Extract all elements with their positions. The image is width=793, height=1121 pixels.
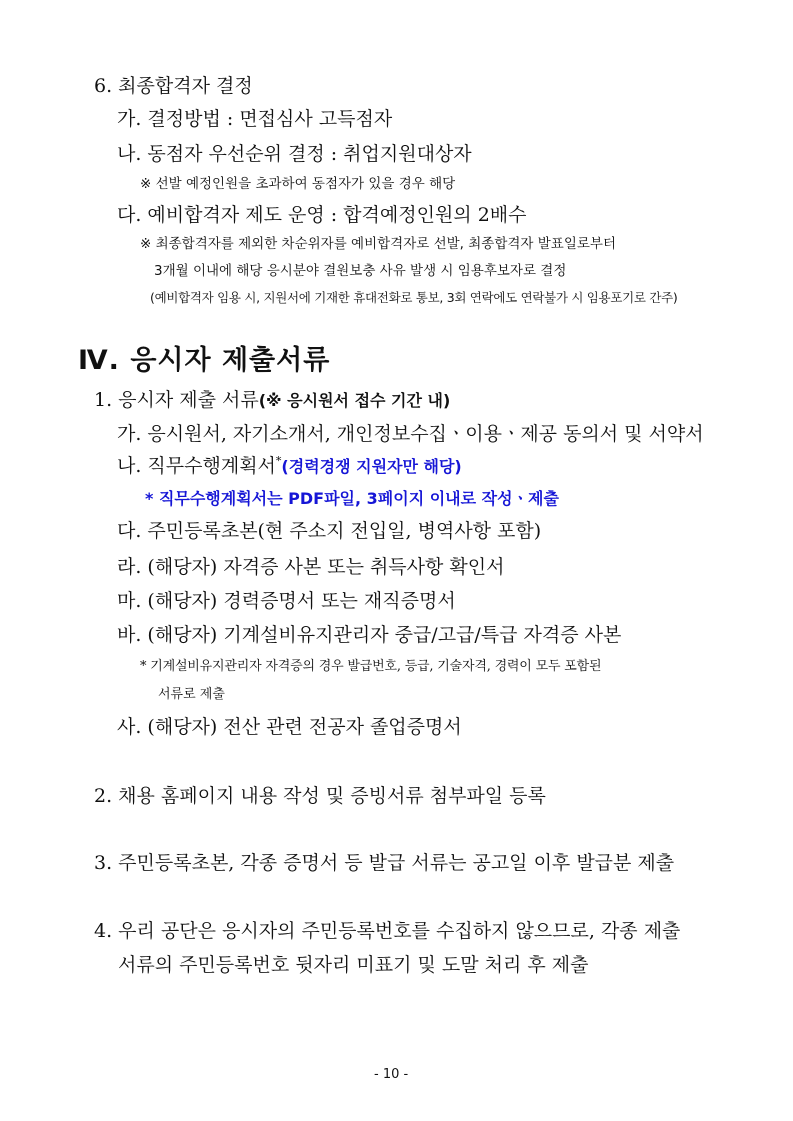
section4-item4-line1: 4. 우리 공단은 응시자의 주민등록번호를 수집하지 않으므로, 각종 제출 (94, 920, 681, 942)
section6-note-da-line3: (예비합격자 임용 시, 지원서에 기재한 휴대전화로 통보, 3회 연락에도 연락불가 시 임용포기로 간주) (150, 290, 678, 305)
section4-item-na-eligibility-note: (경력경쟁 지원자만 해당) (281, 457, 462, 476)
section6-item-na: 나. 동점자 우선순위 결정 : 취업지원대상자 (117, 143, 472, 165)
section4-item2: 2. 채용 홈페이지 내용 작성 및 증빙서류 첨부파일 등록 (94, 785, 546, 807)
section6-note-da-line2: 3개월 이내에 해당 응시분야 결원보충 사유 발생 시 임용후보자로 결정 (154, 263, 567, 279)
section6-note-da-line1: ※ 최종합격자를 제외한 차순위자를 예비합격자로 선발, 최종합격자 발표일로부터 (140, 236, 616, 252)
section6-item-ga: 가. 결정방법 : 면접심사 고득점자 (117, 108, 393, 130)
footnote-marker: * (275, 454, 282, 468)
section6-note-na: ※ 선발 예정인원을 초과하여 동점자가 있을 경우 해당 (140, 176, 456, 192)
section4-item1-period-note: (※ 응시원서 접수 기간 내) (258, 391, 451, 410)
section4-note-ba-line1: * 기계설비유지관리자 자격증의 경우 발급번호, 등급, 기술자격, 경력이 모두 포함된 (140, 659, 602, 674)
section4-item-ba: 바. (해당자) 기계설비유지관리자 중급/고급/특급 자격증 사본 (117, 624, 622, 646)
section4-note-na: * 직무수행계획서는 PDF파일, 3페이지 이내로 작성ㆍ제출 (145, 489, 559, 508)
section4-heading: Ⅳ. 응시자 제출서류 (78, 345, 331, 376)
section4-item-da: 다. 주민등록초본(현 주소지 전입일, 병역사항 포함) (117, 520, 542, 542)
section4-item3: 3. 주민등록초본, 각종 증명서 등 발급 서류는 공고일 이후 발급분 제출 (94, 852, 675, 874)
section4-item-ma: 마. (해당자) 경력증명서 또는 재직증명서 (117, 590, 456, 612)
section4-item-ra: 라. (해당자) 자격증 사본 또는 취득사항 확인서 (117, 556, 505, 578)
page-number: - 10 - (374, 1067, 409, 1082)
section4-item4-line2: 서류의 주민등록번호 뒷자리 미표기 및 도말 처리 후 제출 (118, 954, 589, 976)
section4-item-na-label: 나. 직무수행계획서 (117, 455, 276, 477)
section6-item-da: 다. 예비합격자 제도 운영 : 합격예정인원의 2배수 (117, 204, 527, 226)
section6-title: 6. 최종합격자 결정 (94, 75, 253, 97)
section4-item1-label: 1. 응시자 제출 서류 (94, 389, 259, 411)
section4-item-na (117, 454, 462, 477)
section4-item1 (94, 391, 450, 410)
section4-item-ga: 가. 응시원서, 자기소개서, 개인정보수집ㆍ이용ㆍ제공 동의서 및 서약서 (117, 423, 704, 445)
section4-item-sa: 사. (해당자) 전산 관련 전공자 졸업증명서 (117, 716, 462, 738)
section4-note-ba-line2: 서류로 제출 (158, 687, 225, 702)
